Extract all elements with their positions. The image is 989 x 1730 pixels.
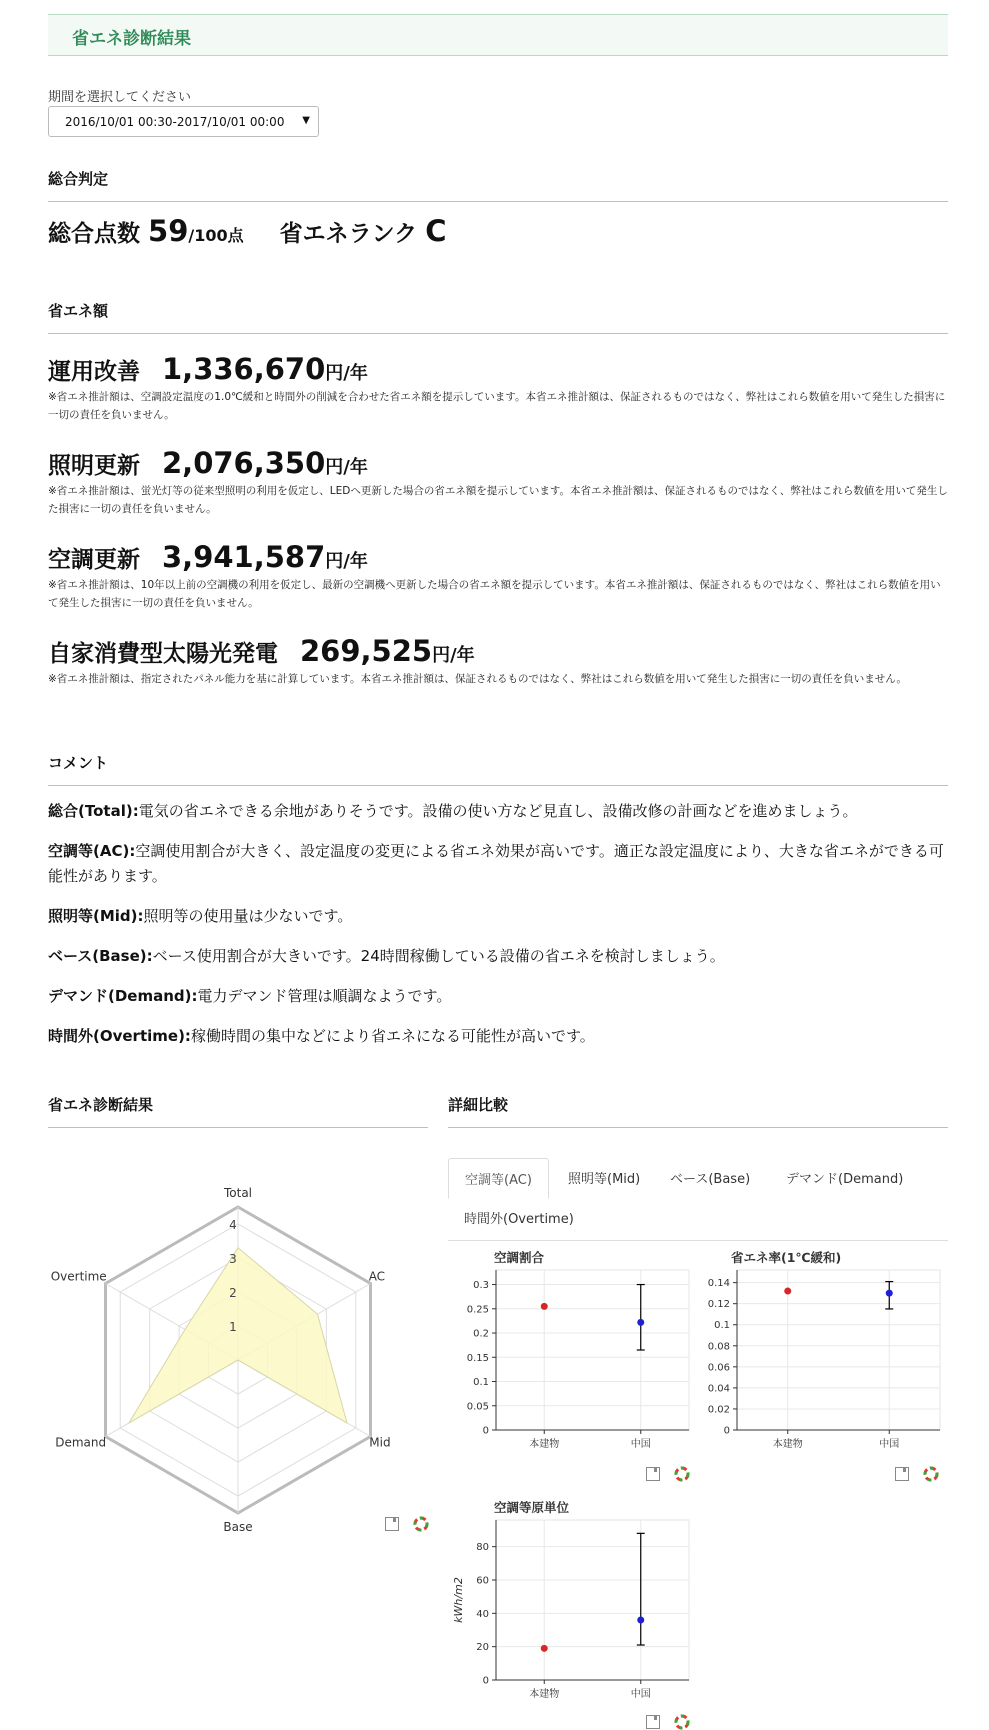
comment-total: [48, 799, 948, 824]
comment-text: 空調使用割合が大きく、設定温度の変更による省エネ効果が高いです。適正な設定温度により、大きな省エネができる可能性があります。: [48, 842, 944, 885]
data-point: [886, 1290, 893, 1297]
color-wheel-icon[interactable]: [923, 1466, 939, 1482]
radar-axis-label: Total: [223, 1186, 253, 1200]
y-tick-label: 0.14: [707, 1278, 730, 1290]
chart-title-ac-ratio: 空調割合: [494, 1250, 545, 1265]
comment-key: 空調等(AC):: [48, 842, 136, 860]
y-tick-label: 0.12: [707, 1299, 730, 1311]
tab-mid[interactable]: 照明等(Mid): [568, 1172, 641, 1187]
comment-text: 電気の省エネできる余地がありそうです。設備の使い方など見直し、設備改修の計画などを進めましょう。: [138, 802, 858, 820]
savings-item: [48, 446, 368, 480]
page-header: [48, 14, 948, 56]
scatter-chart-ac-intensity: [448, 1516, 693, 1712]
y-tick-label: 0.25: [466, 1304, 489, 1316]
comment-base: [48, 944, 948, 969]
comment-ac: [48, 839, 948, 889]
y-tick-label: 0: [482, 1675, 489, 1687]
savings-value: 1,336,670: [162, 352, 326, 386]
y-tick-label: 0: [723, 1425, 730, 1437]
comment-text: 照明等の使用量は少ないです。: [143, 907, 353, 925]
plot-frame: [496, 1520, 689, 1680]
y-tick-label: 0.08: [707, 1341, 730, 1353]
overall-score: [48, 214, 447, 248]
color-wheel-icon[interactable]: [674, 1466, 690, 1482]
x-tick-label: 中国: [879, 1439, 900, 1450]
radar-tick-label: 4: [229, 1218, 237, 1232]
y-tick-label: 0: [482, 1425, 489, 1437]
comment-text: 稼働時間の集中などにより省エネになる可能性が高いです。: [190, 1027, 595, 1045]
savings-note: ※省エネ推計額は、蛍光灯等の従来型照明の利用を仮定し、LEDへ更新した場合の省エネ額を提示しています。本省エネ推計額は、保証されるものではなく、弊社はこれら数値を用いて発生した損害に一切の責任を負いません。: [48, 485, 948, 515]
chart-title-ac-intensity: 空調等原単位: [494, 1500, 570, 1515]
scatter-chart-saving-rate: [694, 1266, 944, 1462]
y-tick-label: 0.1: [473, 1377, 489, 1389]
tab-base[interactable]: ベース(Base): [670, 1172, 751, 1187]
save-icon[interactable]: [894, 1466, 910, 1482]
tab-overtime[interactable]: 時間外(Overtime): [464, 1212, 574, 1227]
radar-axis-label: Overtime: [50, 1269, 107, 1284]
rank-label: 省エネランク: [279, 221, 418, 247]
x-tick-label: 本建物: [529, 1689, 560, 1700]
score-suffix: /100点: [188, 226, 244, 245]
color-wheel-icon[interactable]: [413, 1516, 429, 1532]
comments-heading: コメント: [48, 752, 948, 786]
savings-item: [48, 540, 368, 574]
savings-unit: 円/年: [432, 645, 475, 666]
period-select[interactable]: [48, 106, 319, 137]
tab-ac[interactable]: 空調等(AC): [448, 1158, 549, 1199]
comment-text: 電力デマンド管理は順調なようです。: [197, 987, 452, 1005]
savings-note: ※省エネ推計額は、空調設定温度の1.0℃緩和と時間外の削減を合わせた省エネ額を提示しています。本省エネ推計額は、保証されるものではなく、弊社はこれら数値を用いて発生した損害に一切の責任を負いません。: [48, 391, 946, 421]
page-title: 省エネ診断結果: [72, 29, 191, 49]
comment-key: 総合(Total):: [48, 802, 139, 820]
color-wheel-icon[interactable]: [674, 1714, 690, 1730]
save-icon[interactable]: [645, 1714, 661, 1730]
detail-heading: 詳細比較: [448, 1094, 948, 1128]
radar-axis-label: AC: [368, 1269, 386, 1284]
y-tick-label: 60: [476, 1575, 489, 1587]
radar-tick-label: 3: [229, 1252, 237, 1266]
radar-axis-label: Base: [223, 1520, 253, 1534]
comment-key: デマンド(Demand):: [48, 987, 198, 1005]
radar-heading: 省エネ診断結果: [48, 1094, 428, 1128]
chevron-down-icon: ▼: [302, 115, 310, 126]
radar-tick-label: 1: [229, 1320, 237, 1334]
data-point: [637, 1617, 644, 1624]
radar-axis-label: Demand: [55, 1435, 107, 1450]
savings-heading: 省エネ額: [48, 300, 948, 334]
data-point: [784, 1288, 791, 1295]
radar-axis-label: Mid: [369, 1435, 391, 1450]
comment-overtime: [48, 1024, 948, 1049]
data-point: [637, 1319, 644, 1326]
y-tick-label: 0.04: [707, 1383, 730, 1395]
comment-key: 時間外(Overtime):: [48, 1027, 191, 1045]
chart-title-saving-rate: 省エネ率(1℃緩和): [731, 1250, 842, 1265]
y-tick-label: 80: [476, 1542, 489, 1554]
y-tick-label: 0.02: [707, 1404, 730, 1416]
radar-tick-label: 2: [229, 1286, 237, 1300]
save-icon[interactable]: [384, 1516, 400, 1532]
comment-mid: [48, 904, 948, 929]
rank-value: C: [425, 214, 447, 248]
detail-tabs: [448, 1158, 948, 1241]
savings-label: 照明更新: [48, 453, 140, 479]
radar-chart: [48, 1150, 428, 1534]
savings-unit: 円/年: [325, 457, 368, 478]
savings-unit: 円/年: [325, 363, 368, 384]
savings-value: 2,076,350: [162, 446, 326, 480]
y-tick-label: 0.2: [473, 1328, 489, 1340]
y-tick-label: 40: [476, 1608, 489, 1620]
savings-value: 269,525: [300, 634, 433, 668]
savings-unit: 円/年: [325, 551, 368, 572]
data-point: [541, 1645, 548, 1652]
scatter-chart-ac-ratio: [448, 1266, 693, 1462]
savings-note: ※省エネ推計額は、10年以上前の空調機の利用を仮定し、最新の空調機へ更新した場合の省エネ額を提示しています。本省エネ推計額は、保証されるものではなく、弊社はこれら数値を用いて発生した損害に一切の責任を負いません。: [48, 579, 941, 609]
savings-note: ※省エネ推計額は、指定されたパネル能力を基に計算しています。本省エネ推計額は、保証されるものではなく、弊社はこれら数値を用いて発生した損害に一切の責任を負いません。: [48, 673, 907, 685]
savings-label: 運用改善: [48, 359, 140, 385]
y-tick-label: 20: [476, 1642, 489, 1654]
score-label: 総合点数: [48, 221, 140, 247]
savings-item: [48, 634, 475, 668]
period-select-value: 2016/10/01 00:30-2017/10/01 00:00: [65, 115, 285, 129]
y-tick-label: 0.1: [714, 1320, 730, 1332]
savings-value: 3,941,587: [162, 540, 326, 574]
comment-demand: [48, 984, 948, 1009]
plot-frame: [737, 1270, 940, 1430]
save-icon[interactable]: [645, 1466, 661, 1482]
comment-text: ベース使用割合が大きいです。24時間稼働している設備の省エネを検討しましょう。: [152, 947, 725, 965]
y-tick-label: 0.05: [466, 1401, 489, 1413]
period-label: 期間を選択してください: [48, 90, 192, 105]
x-tick-label: 本建物: [529, 1439, 560, 1450]
y-tick-label: 0.15: [466, 1352, 489, 1364]
y-tick-label: 0.3: [473, 1280, 489, 1292]
savings-item: [48, 352, 368, 386]
x-tick-label: 本建物: [772, 1439, 803, 1450]
comment-key: ベース(Base):: [48, 947, 153, 965]
data-point: [541, 1303, 548, 1310]
x-tick-label: 中国: [630, 1689, 651, 1700]
score-value: 59: [148, 214, 189, 248]
comment-key: 照明等(Mid):: [48, 907, 144, 925]
savings-label: 空調更新: [48, 547, 140, 573]
x-tick-label: 中国: [630, 1439, 651, 1450]
y-axis-label: kWh/m2: [452, 1577, 465, 1623]
overall-heading: 総合判定: [48, 168, 948, 202]
y-tick-label: 0.06: [707, 1362, 730, 1374]
savings-label: 自家消費型太陽光発電: [48, 641, 278, 667]
tab-demand[interactable]: デマンド(Demand): [786, 1172, 904, 1187]
